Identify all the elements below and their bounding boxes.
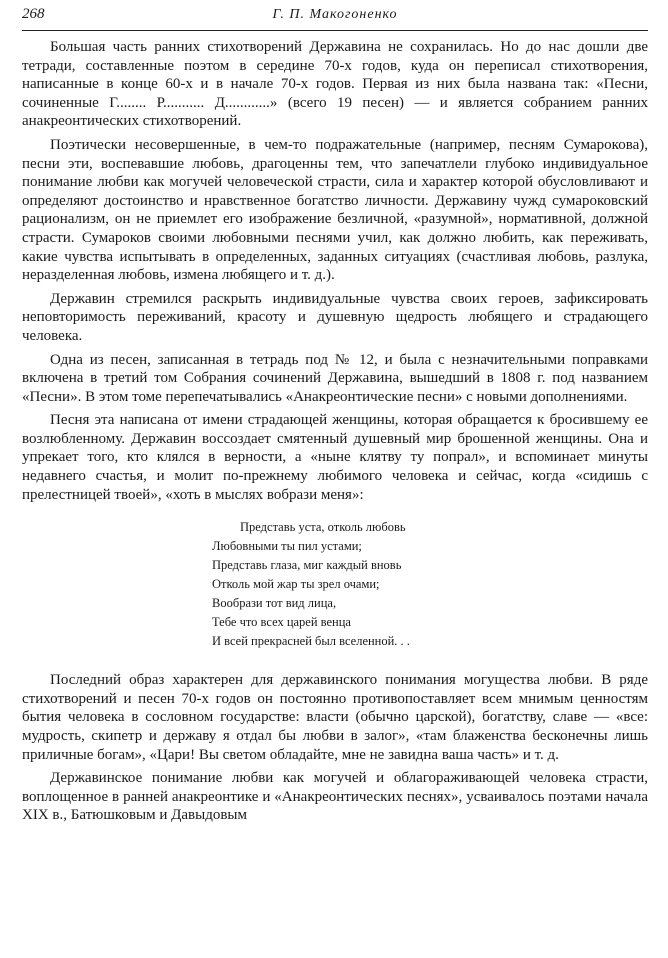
poem-line: Отколь мой жар ты зрел очами; xyxy=(212,577,380,592)
paragraph: Одна из песен, записанная в тетрадь под № 12, и была с незначительными поправками включена в третий том Собрания сочинений Державина, вышедший в 1808 г. под названием «Песни». В этом томе перепечатывались «Анакреонтические песни» с новыми дополнениями. xyxy=(22,351,648,405)
paragraph: Державинское понимание любви как могучей и облагораживающей человека страсти, воплощенное в ранней анакреонтике и «Анакреонтических песнях», усваивалось поэтами начала XIX в., Батюшковым и Давыдовым xyxy=(22,770,648,824)
poem-line: Представь уста, отколь любовь xyxy=(240,520,406,535)
poem-line: Вообрази тот вид лица, xyxy=(212,596,337,611)
page-number: 268 xyxy=(22,6,45,22)
paragraph: Большая часть ранних стихотворений Державина не сохранилась. Но до нас дошли две тетради, составленные поэтом в середине 70-х годов, куда он переписал стихотворения, написанные в конце 60-х и в начале 70-х годов. Первая из них была названа так: «Песни, сочиненные Г........ Р........... Д............» (всего 19 песен) — и является собранием ранних анакреонтических стихотворений. xyxy=(22,39,648,130)
poem-quote xyxy=(212,518,648,651)
paragraph: Последний образ характерен для державинского понимания могущества любви. В ряде стихотворений и песен 70-х годов он постоянно противопоставляет всем мнимым ценностям бытия человека в сословном государстве: власти (обычно царской), богатству, славе — «все: мудрость, скипетр и державу я отдал бы любви в залог», «там блаженства бесконечны лишь приличные богам», «Цари! Вы светом обладайте, мне не завидна ваша часть» и т. д. xyxy=(22,672,648,763)
paragraph: Поэтически несовершенные, в чем-то подражательные (например, песням Сумарокова), песни эти, воспевавшие любовь, драгоценны тем, что запечатлели глубоко индивидуальное понимание любви как могучей человеческой страсти, сила и характер которой обусловливают и определяют достоинство и нравственное богатство личности. Державину чужд сумароковский рационализм, он не приемлет его изображение безличной, «разумной», нормативной, должной страсти. Сумароков своими любовными песнями учил, как должно любить, как переживать, какие чувства испытывать в определенных, заданных ситуациях (счастливая любовь, разлука, неразделенная любовь, измена любящего и т. д.). xyxy=(22,136,648,284)
paragraph: Державин стремился раскрыть индивидуальные чувства своих героев, зафиксировать неповторимость переживаний, красоту и душевную щедрость любящего и страдающего человека. xyxy=(22,290,648,344)
page-body xyxy=(22,38,648,825)
running-title: Г. П. Макогоненко xyxy=(272,7,398,22)
poem-line: Тебе что всех царей венца xyxy=(212,615,351,630)
page-header xyxy=(22,4,648,31)
poem-line: Представь глаза, миг каждый вновь xyxy=(212,558,402,573)
poem-line: И всей прекрасней был вселенной. . . xyxy=(212,634,410,649)
poem-line: Любовными ты пил устами; xyxy=(212,539,362,554)
paragraph: Песня эта написана от имени страдающей женщины, которая обращается к бросившему ее возлюбленному. Державин воссоздает смятенный душевный мир брошенной женщины. Она и упрекает того, кто клялся в верности, а «ныне клятву ту попрал», и вспоминает минуты недавнего счастья, и молит по-прежнему любимого человека и сейчас, когда «сидишь с прелестницей твоей», «хоть в мыслях вобрази меня»: xyxy=(22,412,648,503)
